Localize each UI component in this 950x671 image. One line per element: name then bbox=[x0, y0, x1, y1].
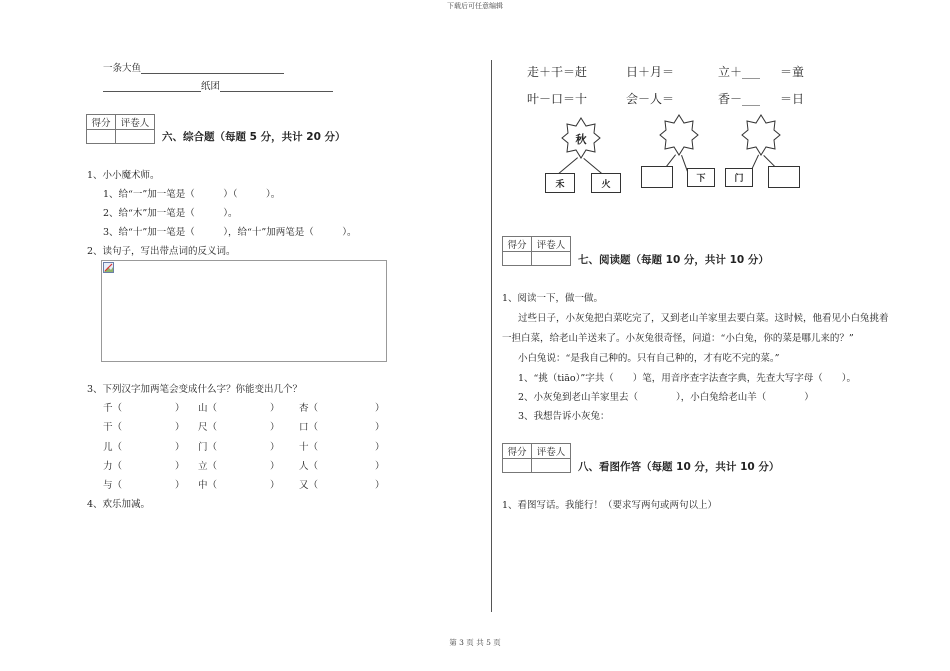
reading-question: 1、阅读一下，做一做。 bbox=[502, 293, 604, 304]
answer-image-box bbox=[101, 260, 387, 362]
equation-cell: 会－人＝ bbox=[626, 92, 675, 106]
q3-blank-close: ） bbox=[175, 461, 185, 472]
q3-char: 十（ bbox=[299, 442, 319, 453]
q3-blank-close: ） bbox=[270, 442, 280, 453]
q1-item-2: 2、给“木”加一笔是（ ）。 bbox=[103, 208, 238, 219]
q3-title: 3、下列汉字加两笔会变成什么字？你能变出几个？ bbox=[87, 384, 303, 395]
header-note: 下载后可任意编辑 bbox=[447, 2, 503, 10]
q3-blank-close: ） bbox=[375, 480, 385, 491]
equation-cell: ＝日 bbox=[780, 92, 805, 106]
score-box-reading bbox=[502, 236, 571, 266]
reading-paragraph-3: 小白兔说：“是我自己种的。只有自己种的，才有吃不完的菜。” bbox=[518, 353, 780, 364]
q1-item-1: 1、给“一”加一笔是（ ）（ ）。 bbox=[103, 189, 281, 200]
score-box-picture bbox=[502, 443, 571, 473]
fill-line-1 bbox=[103, 60, 284, 74]
grader-cell[interactable] bbox=[116, 130, 155, 144]
score-label: 得分 bbox=[503, 444, 532, 459]
q3-char: 与（ bbox=[103, 480, 123, 491]
grader-cell[interactable] bbox=[532, 252, 571, 266]
tree-2-left[interactable] bbox=[641, 166, 673, 188]
reading-paragraph-1: 过些日子，小灰兔把白菜吃完了，又到老山羊家里去要白菜。这时候，他看见小白兔挑着 bbox=[518, 313, 889, 324]
q3-char: 千（ bbox=[103, 403, 123, 414]
blank-line bbox=[220, 81, 333, 92]
q3-blank-close: ） bbox=[270, 422, 280, 433]
broken-image-icon bbox=[103, 262, 115, 274]
q3-blank-close: ） bbox=[175, 442, 185, 453]
equation-cell: ＝童 bbox=[780, 65, 805, 79]
section6-title: 六、综合题（每题 5 分，共计 20 分） bbox=[162, 131, 346, 143]
q4-title: 4、欢乐加减。 bbox=[87, 499, 151, 510]
tree-3-left: 门 bbox=[725, 168, 753, 187]
grader-label: 评卷人 bbox=[532, 237, 571, 252]
star-badge-icon bbox=[658, 114, 700, 156]
q3-char: 儿（ bbox=[103, 442, 123, 453]
tree-1-right: 火 bbox=[591, 173, 621, 193]
score-label: 得分 bbox=[503, 237, 532, 252]
equation-cell: 香－___ bbox=[718, 92, 761, 106]
reading-subq-2: 2、小灰兔到老山羊家里去（ ），小白兔给老山羊（ ） bbox=[518, 392, 814, 403]
equation-cell: 叶－口＝十 bbox=[527, 92, 588, 106]
blank-line bbox=[141, 63, 284, 74]
reading-subq-3: 3、我想告诉小灰兔： bbox=[518, 411, 610, 422]
tree-3-right[interactable] bbox=[768, 166, 800, 188]
fill-line-text: 一条大鱼 bbox=[103, 63, 142, 74]
fill-line-2 bbox=[103, 78, 333, 92]
q1-title: 1、小小魔术师。 bbox=[87, 170, 160, 181]
blank-line bbox=[103, 81, 201, 92]
q3-char: 干（ bbox=[103, 422, 123, 433]
score-cell[interactable] bbox=[503, 252, 532, 266]
score-box-left bbox=[86, 114, 155, 144]
q3-char: 尺（ bbox=[198, 422, 218, 433]
grader-label: 评卷人 bbox=[532, 444, 571, 459]
section7-title: 七、阅读题（每题 10 分，共计 10 分） bbox=[578, 254, 769, 266]
score-cell[interactable] bbox=[503, 459, 532, 473]
q3-char: 杏（ bbox=[299, 403, 319, 414]
q3-blank-close: ） bbox=[270, 403, 280, 414]
tree-2-mid: 下 bbox=[687, 168, 715, 187]
q3-char: 山（ bbox=[198, 403, 218, 414]
tree-1-top: 秋 bbox=[575, 133, 587, 146]
page-number: 第 3 页 共 5 页 bbox=[449, 638, 501, 647]
q3-char: 口（ bbox=[299, 422, 319, 433]
picture-question: 1、看图写话。我能行！（要求写两句或两句以上） bbox=[502, 500, 718, 511]
q3-char: 人（ bbox=[299, 461, 319, 472]
reading-paragraph-2: 一担白菜，给老山羊送来了。小灰兔很奇怪，问道：“小白兔，你的菜是哪儿来的？” bbox=[502, 333, 854, 344]
q3-blank-close: ） bbox=[375, 461, 385, 472]
q3-blank-close: ） bbox=[375, 422, 385, 433]
grader-cell[interactable] bbox=[532, 459, 571, 473]
q2-title: 2、读句子，写出带点词的反义词。 bbox=[87, 246, 236, 257]
score-cell[interactable] bbox=[87, 130, 116, 144]
star-badge-icon bbox=[740, 114, 782, 156]
q3-blank-close: ） bbox=[270, 480, 280, 491]
column-divider bbox=[491, 60, 492, 612]
q3-char: 立（ bbox=[198, 461, 218, 472]
q3-char: 中（ bbox=[198, 480, 218, 491]
equation-cell: 日＋月＝ bbox=[626, 65, 675, 79]
equation-cell: 走＋干＝赶 bbox=[527, 65, 588, 79]
q1-item-3: 3、给“十”加一笔是（ ），给“十”加两笔是（ ）。 bbox=[103, 227, 357, 238]
q3-blank-close: ） bbox=[375, 442, 385, 453]
reading-subq-1: 1、“挑（tiāo）”字共（ ）笔，用音序查字法查字典，先查大写字母（ ）。 bbox=[518, 373, 856, 384]
q3-blank-close: ） bbox=[175, 403, 185, 414]
q3-blank-close: ） bbox=[175, 422, 185, 433]
q3-blank-close: ） bbox=[375, 403, 385, 414]
q3-blank-close: ） bbox=[270, 461, 280, 472]
section8-title: 八、看图作答（每题 10 分，共计 10 分） bbox=[578, 461, 780, 473]
tree-1-left: 禾 bbox=[545, 173, 575, 193]
q3-char: 力（ bbox=[103, 461, 123, 472]
q3-char: 又（ bbox=[299, 480, 319, 491]
score-label: 得分 bbox=[87, 115, 116, 130]
q3-char: 门（ bbox=[198, 442, 218, 453]
grader-label: 评卷人 bbox=[116, 115, 155, 130]
equation-cell: 立＋___ bbox=[718, 65, 761, 79]
q3-blank-close: ） bbox=[175, 480, 185, 491]
fill-line-text: 纸团 bbox=[201, 81, 221, 92]
